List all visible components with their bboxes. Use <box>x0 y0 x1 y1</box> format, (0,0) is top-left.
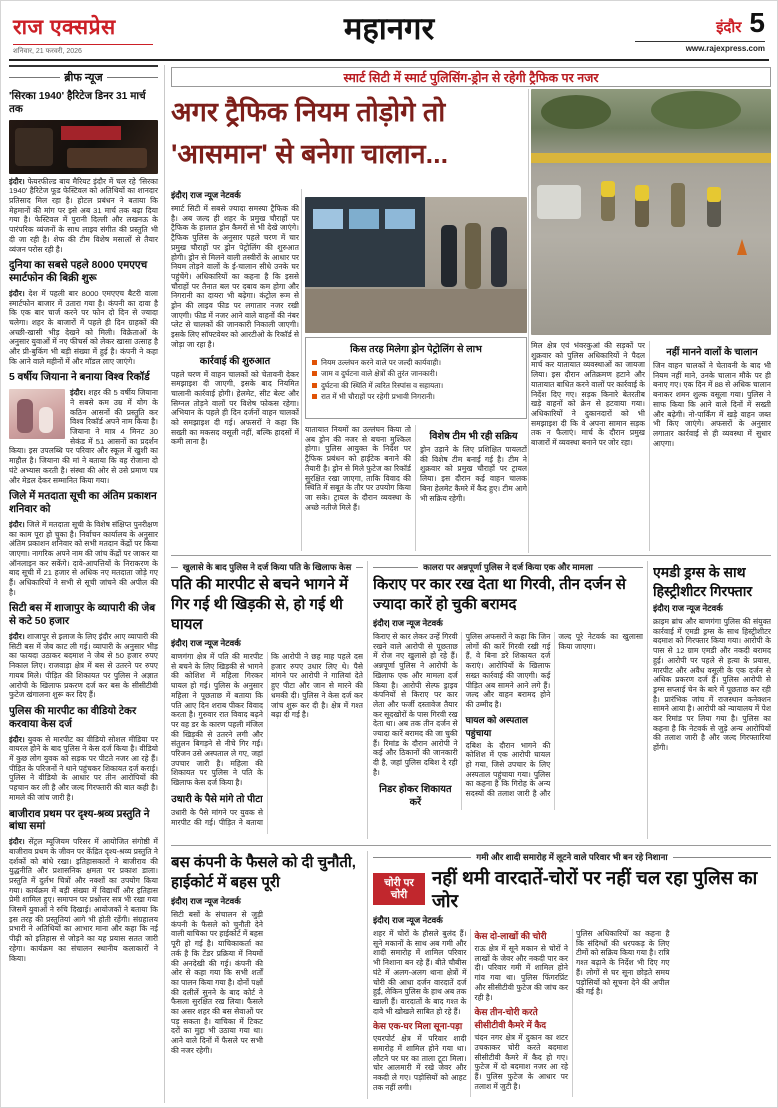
story-body-columns <box>171 910 363 1094</box>
photo-shape <box>385 209 415 229</box>
byline: इंदौर| राज न्यूज नेटवर्क <box>373 618 443 628</box>
drone-control-room-photo <box>305 197 527 333</box>
yoga-girl-photo <box>9 389 65 439</box>
byline: इंदौर| राज न्यूज नेटवर्क <box>171 190 241 200</box>
photo-shape <box>67 148 147 168</box>
lead-kicker-box: स्मार्ट सिटी में स्मार्ट पुलिसिंग-ड्रोन से रहेगी ट्रैफिक पर नजर <box>171 67 771 87</box>
column-rule <box>367 561 368 839</box>
brief-item <box>9 491 158 597</box>
story-headline: एमडी ड्रग्स के साथ हिस्ट्रीशीटर गिरफ्तार <box>653 564 753 599</box>
photo-shape <box>531 153 771 163</box>
story-body: बाणगंगा क्षेत्र में पति की मारपीट से बचने के लिए खिड़की से भागने की कोशिश में महिला गिरकर घायल हो गई। पुलिस के अनुसार महिला ने पूछताछ में बताया कि पति आए दिन शराब पीकर विवाद करता है। गुरुवार रात विवाद बढ़ने पर वह डर के कारण पहली मंजिल की खिड़की से उतरने लगी और संतुलन बिगड़ने से नीचे गिर गई। परिजन उसे अस्पताल ले गए, जहां उपचार जारी है। महिला की शिकायत पर पुलिस ने पति के खिलाफ केस दर्ज किया है। <box>171 652 263 788</box>
column-rule <box>647 561 648 839</box>
lead-body: ड्रोन उड़ाने के लिए प्रशिक्षित पायलटों की विशेष टीम बनाई गई है। टीम ने शुक्रवार को प्रमुख चौराहों पर ट्रायल लिया। इस दौरान कई वाहन चालक बिना हेलमेट कैमरे में कैद हुए। टीम आगे भी सक्रिय रहेगी। <box>420 445 527 503</box>
story-body: शहर में चोरों के हौसले बुलंद हैं। सूने मकानों के साथ अब गमी और शादी समारोह में शामिल परिवार भी निशाना बन रहे हैं। बीते चौबीस घंटे में अलग-अलग थाना क्षेत्रों में चोरी की आधा दर्जन वारदातें दर्ज हुईं, लेकिन पुलिस के हाथ अब तक खाली हैं। वारदातों के बाद गश्त के दावे भी खोखले साबित हो रहे हैं। <box>373 929 467 1016</box>
photo-shape <box>651 91 741 129</box>
brief-title: दुनिया का सबसे पहले 8000 एमएएच स्मार्टफोन की बिक्री शुरू <box>9 260 148 285</box>
brief-news-column <box>9 65 165 1103</box>
header-rule <box>9 59 769 61</box>
lead-center-col-2 <box>420 425 527 553</box>
photo-shape <box>707 187 721 202</box>
brief-item <box>9 91 158 254</box>
subhead-karyavahi: कार्रवाई की शुरुआत <box>199 355 271 367</box>
story-headline: नहीं थमी वारदातें-चोरों पर नहीं चल रहा पुलिस का जोर <box>432 867 758 911</box>
column-rule <box>367 851 368 1099</box>
brief-title: पुलिस की मारपीट का वीडियो टेकर करवाया केस दर्ज <box>9 706 137 730</box>
photo-shape <box>15 128 53 166</box>
brief-item <box>9 809 158 964</box>
story-md-drugs <box>653 561 771 841</box>
photo-shape <box>313 209 343 229</box>
case-one-title: केस एक-घर मिला सूना-पड़ा <box>373 1021 463 1032</box>
brief-title: 'सिरका 1940' हैरिटेज डिनर 31 मार्च तक <box>9 91 146 115</box>
story-theft-spree <box>373 851 771 1101</box>
photo-shape <box>17 399 33 433</box>
photo-shape <box>601 181 615 197</box>
story-body-columns <box>373 632 643 810</box>
brief-body: इंदौर। सेंट्रल म्यूजियम परिसर में आयोजित संगोष्ठी में बाजीराव प्रथम के जीवन पर केंद्रित दृश्य-श्रव्य प्रस्तुति ने दर्शकों को बांधे रखा। इतिहासकारों ने बाजीराव की युद्धनीति और प्रशासनिक क्षमता पर प्रकाश डाला। प्रस्तुति में दुर्लभ चित्रों और नक्शों का उपयोग किया गया। कार्यक्रम में बड़ी संख्या में विद्यार्थी और इतिहास प्रेमी शामिल हुए। समापन पर प्रश्नोत्तर सत्र भी रखा गया जिसमें युवाओं ने रुचि दिखाई। आयोजकों ने बताया कि इस तरह की प्रस्तुतियां आगे भी होती रहेंगी। संग्रहालय प्रभारी ने अतिथियों का आभार माना और कहा कि नई पीढ़ी को इतिहास से जोड़ने का यह प्रयास सतत जारी रहेगा। कार्यक्रम का संचालन स्थानीय कलाकारों ने किया। <box>9 837 158 963</box>
photo-shape <box>349 209 379 229</box>
story-car-pawning <box>373 561 643 841</box>
main-area <box>171 65 771 1103</box>
benefit-text: रात में भी चौराहों पर रहेगी प्रभावी निगरानी। <box>321 392 435 402</box>
story-kicker: कालरा पर अन्नपूर्णा पुलिस ने दर्ज किया एक और मामला <box>373 561 643 573</box>
benefit-text: नियम उल्लंघन करने वाले पर जल्दी कार्यवाही। <box>321 358 442 367</box>
story-body: किराए से कार लेकर उन्हें गिरवी रखने वाले आरोपी से पूछताछ में रोज नए खुलासे हो रहे हैं। अन्नपूर्णा पुलिस ने आरोपी के खिलाफ एक और मामला दर्ज किया है। आरोपी सेल्फ ड्राइव कंपनियों से किराए पर कार लेता और फर्जी दस्तावेज तैयार कर सूदखोरों के पास गिरवी रख देता था। अब तक तीन दर्जन से ज्यादा कारें बरामद की जा चुकी हैं। रिमांड के दौरान आरोपी ने कई और ठिकानों की जानकारी दी है, जहां पुलिस दबिश दे रही है। <box>373 632 458 777</box>
bullet-square-icon <box>312 383 317 388</box>
photo-shape <box>441 225 457 287</box>
column-rule <box>649 341 650 551</box>
lead-body: जिन वाहन चालकों ने चेतावनी के बाद भी नियम नहीं माने, उनके चालान मौके पर ही बनाए गए। एक दिन में 88 से अधिक चालान बनाकर शमन शुल्क वसूला गया। पुलिस ने साफ किया कि आने वाले दिनों में सख्ती और बढ़ेगी। नो-पार्किंग में खड़े वाहन जब्त भी किए जाएंगे। अफसरों के अनुसार लगातार कार्रवाई से ही व्यवस्था में सुधार आएगा। <box>653 361 771 448</box>
brief-body: इंदौर। युवक से मारपीट का वीडियो सोशल मीडिया पर वायरल होने के बाद पुलिस ने केस दर्ज किया है। वीडियो में कुछ लोग युवक को सड़क पर पीटते नजर आ रहे हैं। पीड़ित के परिजनों ने थाने पहुंचकर शिकायत दर्ज कराई। पुलिस ने वीडियो के आधार पर तीन आरोपियों की पहचान कर ली है और जल्द गिरफ्तारी की बात कही है। मामले की जांच जारी है। <box>9 734 158 802</box>
story-headline: पति की मारपीट से बचने भागने में गिर गई थी खिड़की से, हो गई थी घायल <box>171 576 349 633</box>
story-wife-injured <box>171 561 363 841</box>
column-rule <box>301 189 302 551</box>
photo-shape <box>671 183 685 227</box>
subhead-ghayal: घायल को अस्पताल पहुंचाया <box>465 714 528 738</box>
bullet-square-icon <box>312 394 317 399</box>
lead-body: पहले चरण में वाहन चालकों को चेतावनी देकर समझाइश दी जाएगी, इसके बाद नियमित चालानी कार्रवाई होगी। हेलमेट, सीट बेल्ट और सिग्नल तोड़ने वालों पर विशेष फोकस रहेगा। अभियान के पहले ही दिन दर्जनों वाहन चालकों को समझाइश दी गई। अफसरों ने कहा कि सख्ती का मकसद वसूली नहीं, बल्कि हादसों में कमी लाना है। <box>171 369 299 447</box>
edition-block <box>635 7 765 53</box>
column-rule <box>415 425 416 551</box>
subhead-chalan: नहीं मानने वालों के चालान <box>666 347 758 358</box>
brief-title: सिटी बस में शाजापुर के व्यापारी की जेब से कटे 50 हजार <box>9 603 156 628</box>
story-kicker: गमी और शादी समारोह में लूटने वाले परिवार भी बन रहे निशाना <box>373 851 771 863</box>
subhead-udhari: उधारी के पैसे मांगे तो पीटा <box>171 793 263 805</box>
brief-news-label: ब्रीफ न्यूज <box>9 65 158 85</box>
lead-left-column <box>171 187 299 553</box>
photo-shape <box>541 95 611 129</box>
story-body: पुलिस अधिकारियों का कहना है कि संदिग्धों की धरपकड़ के लिए टीमों को सक्रिय किया गया है। रात्रि गश्त बढ़ाने के निर्देश भी दिए गए हैं। लोगों से घर सूना छोड़ते समय पड़ोसियों को सूचना देने की अपील की गई है। <box>576 929 670 997</box>
byline: इंदौर| राज न्यूज नेटवर्क <box>373 915 443 925</box>
benefits-title: किस तरह मिलेगा ड्रोन पेट्रोलिंग से लाभ <box>350 344 482 355</box>
brief-body: इंदौर। जिले में मतदाता सूची के विशेष संक्षिप्त पुनरीक्षण का काम पूरा हो चुका है। निर्वाचन कार्यालय के अनुसार अंतिम प्रकाशन शनिवार को सभी मतदान केंद्रों पर किया जाएगा। नागरिक अपने नाम की जांच केंद्रों पर जाकर या ऑनलाइन कर सकेंगे। दावे-आपत्तियों के निराकरण के बाद सूची में 21 हजार से अधिक नए मतदाता जोड़े गए हैं। अधिकारियों ने सभी से सूची जांचने की अपील की है। <box>9 519 158 597</box>
story-kicker: खुलासे के बाद पुलिस ने दर्ज किया पति के खिलाफ केस <box>171 561 363 573</box>
story-body: सिटी बसों के संचालन से जुड़ी कंपनी के फैसले को चुनौती देने वाली याचिका पर हाईकोर्ट में बहस पूरी हो गई है। याचिकाकर्ता का तर्क है कि टेंडर प्रक्रिया में नियमों की अनदेखी की गई। कंपनी की ओर से कहा गया कि सभी शर्तों का पालन किया गया है। दोनों पक्षों की दलीलें सुनने के बाद कोर्ट ने फैसला सुरक्षित रख लिया। फैसले का असर शहर की बस सेवाओं पर पड़ सकता है। याचिका में टिकट दरों का मुद्दा भी उठाया गया था। आने वाले दिनों में फैसले पर सभी की नजर रहेगी। <box>171 910 263 1055</box>
story-headline: बस कंपनी के फैसले को दी चुनौती, हाईकोर्ट में बहस पूरी <box>171 854 356 891</box>
story-body: पुलिस अफसरों ने कहा कि जिन लोगों की कारें गिरवी रखी गई हैं, वे बिना डरे शिकायत दर्ज कराएं। आरोपियों के खिलाफ सख्त कार्रवाई की जाएगी। कई पीड़ित अब सामने आने लगे हैं। जल्द और वाहन बरामद होने की उम्मीद है। <box>465 632 551 709</box>
bullet-square-icon <box>312 360 317 365</box>
brief-item <box>9 260 158 366</box>
website-url: www.rajexpress.com <box>635 41 765 53</box>
lead-center-col-1: यातायात नियमों का उल्लंघन किया तो अब ड्रोन की नजर से बचना मुश्किल होगा। पुलिस आयुक्त के निर्देश पर ट्रैफिक प्रबंधन को हाईटेक बनाने की तैयारी है। ड्रोन से मिले फुटेज का रिकॉर्ड सुरक्षित रखा जाएगा, ताकि विवाद की स्थिति में सबूत के तौर पर उपयोग किया जा सके। ट्रायल के दौरान व्यवस्था के अच्छे नतीजे मिले हैं। <box>305 425 411 512</box>
brief-body: इंदौर। फेयरफील्ड बाय मैरियट इंदौर में चल रहे 'सिरका 1940' हैरिटेज फूड फेस्टिवल को अतिथियों का शानदार प्रतिसाद मिल रहा है। होटल प्रबंधन ने बताया कि मेहमानों की मांग पर इसे अब 31 मार्च तक बढ़ा दिया गया है। फेस्टिवल में पुरानी दिल्ली और लखनऊ के पारंपरिक व्यंजनों के साथ लाइव संगीत की प्रस्तुति भी दी जा रही है। शेफ की टीम विशेष मसालों से तैयार व्यंजन परोस रही है। <box>9 176 158 254</box>
brief-title: बाजीराव प्रथम पर दृश्य-श्रव्य प्रस्तुति ने बांधा समां <box>9 808 150 833</box>
case-two-title: केस दो-लाखों की चोरी <box>474 931 547 941</box>
traffic-police-photo <box>531 89 771 335</box>
story-body-columns <box>373 929 771 1097</box>
column-rule <box>528 89 529 553</box>
case-three-title: केस तीन-चोरी करते सीसीटीवी कैमरे में कैद <box>474 1007 547 1031</box>
heritage-dinner-photo <box>9 120 158 174</box>
section-divider <box>171 555 771 556</box>
story-body-columns <box>171 652 363 834</box>
paper-name: राज एक्सप्रेस <box>13 16 116 39</box>
photo-shape <box>61 126 121 140</box>
story-body: चंदन नगर क्षेत्र में दुकान का शटर उचकाकर चोरी करते बदमाश सीसीटीवी कैमरे में कैद हो गए। फुटेज में दो बदमाश नजर आ रहे हैं। पुलिस फुटेज के आधार पर तलाश में जुटी है। <box>474 1033 568 1091</box>
brief-body: इंदौर। देश में पहली बार 8000 एमएएच बैटरी वाला स्मार्टफोन बाजार में उतारा गया है। कंपनी का दावा है कि एक बार चार्ज करने पर फोन दो दिन से ज्यादा चलेगा। शहर के बाजारों में पहले ही दिन ग्राहकों की अच्छी-खासी भीड़ देखने को मिली। विक्रेताओं के अनुसार युवाओं में नए फीचर्स को लेकर खासा उत्साह है और प्री-बुकिंग भी बड़ी संख्या में हुई है। कंपनी ने कहा कि आने वाले महीनों में और मॉडल लाए जाएंगे। <box>9 288 158 366</box>
date-line: शनिवार, 21 फरवरी, 2026 <box>13 44 153 56</box>
benefit-item <box>312 392 520 401</box>
photo-shape <box>537 185 581 219</box>
lead-right-col-2 <box>653 341 771 553</box>
lead-headline: अगर ट्रैफिक नियम तोड़ोगे तो 'आसमान' से बनेगा चालान... <box>171 97 449 169</box>
subhead-shikayat: निडर होकर शिकायत करें <box>379 783 452 808</box>
benefit-item <box>312 369 520 378</box>
byline: इंदौर| राज न्यूज नेटवर्क <box>171 896 241 906</box>
byline: इंदौर| राज न्यूज नेटवर्क <box>653 603 723 613</box>
story-bus-court <box>171 851 363 1101</box>
page-number: 5 <box>749 7 765 38</box>
photo-shape <box>491 227 507 287</box>
story-body: दबिश के दौरान भागने की कोशिश में एक आरोपी घायल हो गया, जिसे उपचार के लिए अस्पताल पहुंचाया गया। पुलिस का कहना है कि गिरोह के अन्य सदस्यों की तलाश जारी है और जल्द पूरे नेटवर्क का खुलासा किया जाएगा। <box>465 632 643 799</box>
benefit-text: दुर्घटना की स्थिति में त्वरित रिस्पांस व सहायता। <box>321 380 444 390</box>
photo-shape <box>635 185 649 201</box>
section-title: महानगर <box>343 11 435 46</box>
story-body: एयरपोर्ट क्षेत्र में परिवार शादी समारोह में शामिल होने गया था। लौटने पर घर का ताला टूटा मिला। चोर आलमारी में रखे जेवर और नकदी ले गए। पड़ोसियों को आहट तक नहीं लगी। <box>373 1034 467 1092</box>
brief-body: इंदौर। शाजापुर से इलाज के लिए इंदौर आए व्यापारी की सिटी बस में जेब काट ली गई। व्यापारी के अनुसार भीड़ का फायदा उठाकर बदमाश ने जेब से 50 हजार रुपए निकाल लिए। राजवाड़ा क्षेत्र में बस से उतरने पर रुपए गायब मिले। पीड़ित की शिकायत पर पुलिस ने अज्ञात आरोपी के खिलाफ प्रकरण दर्ज कर बस के सीसीटीवी फुटेज खंगालना शुरू कर दिए हैं। <box>9 632 158 700</box>
brief-body: इंदौर। शहर की 5 वर्षीय जियाना ने सबसे कम उम्र में योग के कठिन आसनों की प्रस्तुति कर विश्व रिकॉर्ड अपने नाम किया है। जियाना ने मात्र 4 मिनट 30 सेकंड में 51 आसनों का प्रदर्शन किया। इस उपलब्धि पर परिवार और स्कूल में खुशी का माहौल है। जियाना की मां ने बताया कि वह रोजाना दो घंटे अभ्यास करती है। संस्था की ओर से उसे प्रमाण पत्र और मेडल देकर सम्मानित किया गया। <box>9 388 158 485</box>
photo-shape <box>39 407 53 433</box>
photo-shape <box>305 289 527 333</box>
brief-item <box>9 706 158 803</box>
story-body: उधारी के पैसे मांगने पर युवक से मारपीट की गई। पीड़ित ने बताया कि आरोपी ने छह माह पहले दस हजार रुपए उधार लिए थे। पैसे मांगने पर आरोपी ने गालियां देते हुए पीटा और जान से मारने की धमकी दी। पुलिस ने केस दर्ज कर जांच शुरू कर दी है। क्षेत्र में गश्त बढ़ा दी गई है। <box>171 652 363 827</box>
theft-headline-row <box>373 866 771 912</box>
chori-par-chori-label: चोरी पर चोरी <box>373 873 425 905</box>
brief-item <box>9 372 158 485</box>
benefit-text: जाम व दुर्घटना वाले क्षेत्रों की तुरंत जानकारी। <box>321 369 438 379</box>
brief-title: जिले में मतदाता सूची का अंतिम प्रकाशन शनिवार को <box>9 491 157 516</box>
photo-shape <box>737 239 747 255</box>
lead-intro: स्मार्ट सिटी में सबसे ज्यादा समस्या ट्रैफिक की है। अब जल्द ही शहर के प्रमुख चौराहों पर ट्रैफिक के हालात ड्रोन कैमरों से भी देखे जाएंगे। ट्रैफिक पुलिस के अनुसार पहले चरण में चार प्रमुख चौराहों पर ड्रोन पेट्रोलिंग की शुरुआत होगी। ड्रोन से मिलने वाली तस्वीरों के आधार पर नियम तोड़ने वालों के ई-चालान सीधे उनके घर पहुंचेंगे। अधिकारियों का कहना है कि इससे चौराहों पर तैनात बल पर दबाव कम होगा और निगरानी का दायरा भी बढ़ेगा। कंट्रोल रूम से ड्रोन की लाइव फीड पर लगातार नजर रखी जाएगी। फीड में नजर आने वाले वाहनों की नंबर प्लेट से चालकों की जानकारी निकाली जाएगी। इसके लिए सॉफ्टवेयर को आरटीओ के रिकॉर्ड से जोड़ा जा रहा है। <box>171 204 299 349</box>
brief-item <box>9 603 158 700</box>
edition-name: इंदौर <box>716 19 742 36</box>
benefits-box <box>305 337 527 419</box>
bullet-square-icon <box>312 371 317 376</box>
subhead-vishesh-team: विशेष टीम भी रही सक्रिय <box>429 431 518 442</box>
section-divider <box>171 845 771 846</box>
lead-right-col-1: मिल क्षेत्र एवं भंवरकुआं की सड़कों पर शुक्रवार को पुलिस अधिकारियों ने पैदल मार्च कर यातायात व्यवस्थाओं का जायजा लिया। इस दौरान अतिक्रमण हटाने और यातायात बाधित करने वालों पर कार्रवाई के निर्देश दिए गए। सड़क किनारे बेतरतीब खड़े वाहनों को क्रेन से हटवाया गया। अधिकारियों ने दुकानदारों को भी समझाइश दी कि वे अपना सामान सड़क तक न फैलाएं। मार्च के दौरान प्रमुख बाजारों में व्यवस्था बनाने पर जोर रहा। <box>531 341 645 448</box>
story-headline: किराए पर कार रख देता था गिरवी, तीन दर्जन से ज्यादा कारें हो चुकी बरामद <box>373 576 626 613</box>
byline: इंदौर| राज न्यूज नेटवर्क <box>171 638 241 648</box>
story-body: राऊ क्षेत्र में सूने मकान से चोरों ने लाखों के जेवर और नकदी पार कर दी। परिवार गमी में शामिल होने गांव गया था। पुलिस फिंगरप्रिंट और सीसीटीवी फुटेज की जांच कर रही है। <box>474 944 568 1002</box>
story-body: क्राइम ब्रांच और बाणगंगा पुलिस की संयुक्त कार्रवाई में एमडी ड्रग्स के साथ हिस्ट्रीशीटर बदमाश को गिरफ्तार किया गया। आरोपी के पास से 12 ग्राम एमडी और नकदी बरामद हुई। आरोपी पर पहले से हत्या के प्रयास, मारपीट और अवैध वसूली के एक दर्जन से अधिक प्रकरण दर्ज हैं। पुलिस आरोपी से ड्रग्स सप्लाई चेन के बारे में पूछताछ कर रही है। प्रारंभिक जांच में राजस्थान कनेक्शन सामने आया है। आरोपी को न्यायालय में पेश कर रिमांड पर लिया गया है। पुलिस का कहना है कि नेटवर्क से जुड़े अन्य आरोपियों की तलाश जारी है और जल्द गिरफ्तारियां होंगी। <box>653 617 771 753</box>
benefit-item <box>312 381 520 390</box>
photo-shape <box>465 223 481 289</box>
benefit-item <box>312 358 520 367</box>
brief-title: 5 वर्षीय जियाना ने बनाया विश्व रिकॉर्ड <box>9 372 150 384</box>
